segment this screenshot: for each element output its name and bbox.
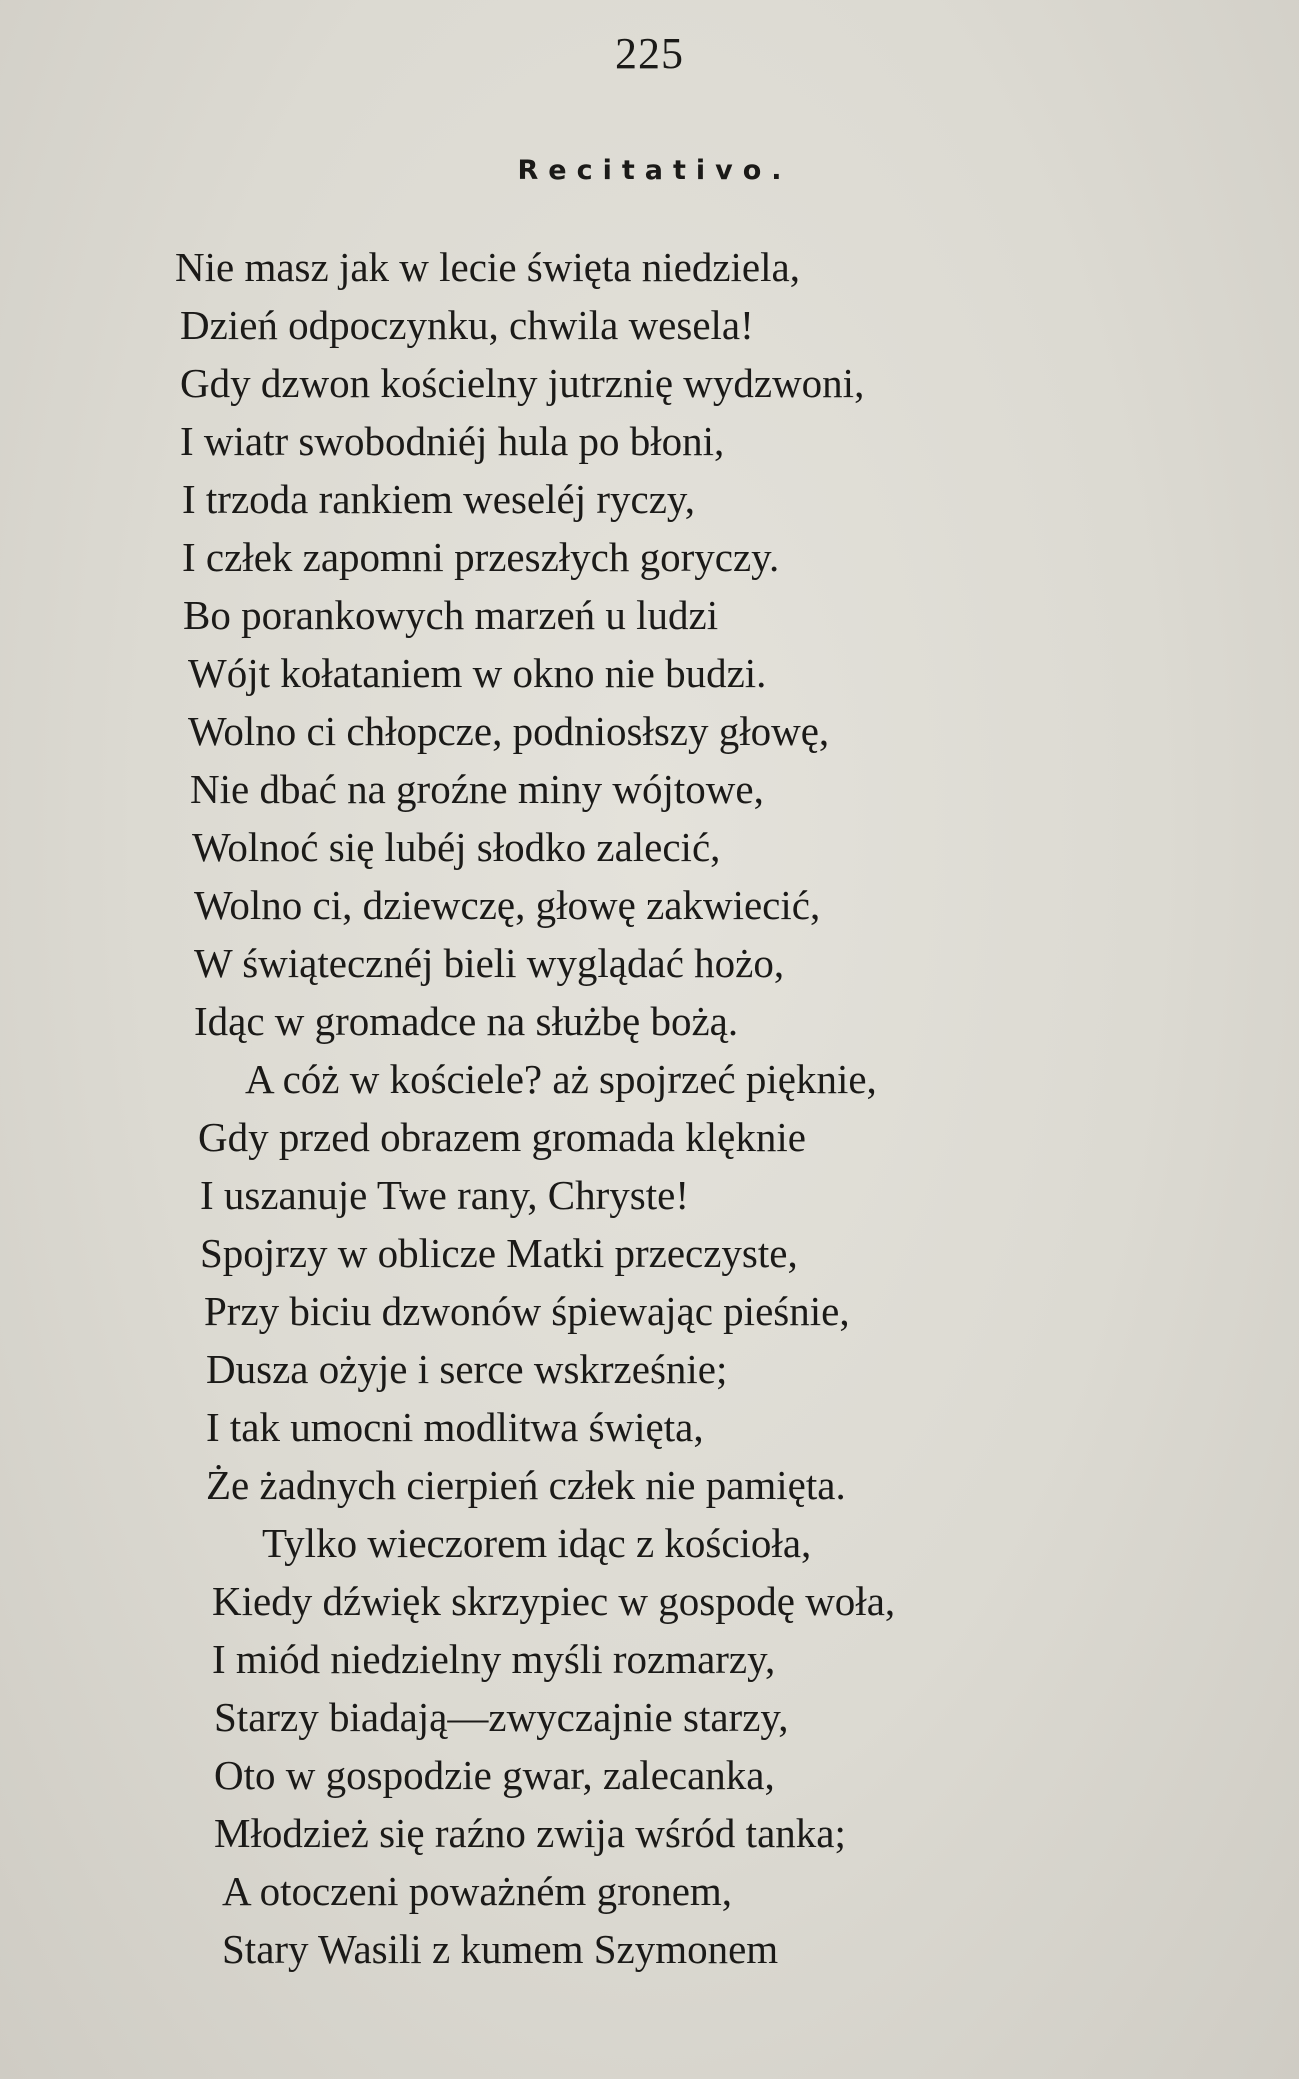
poem-line: Młodzież się raźno zwija wśród tanka; — [214, 1810, 846, 1856]
poem-line: Przy biciu dzwonów śpiewając pieśnie, — [204, 1288, 850, 1334]
poem-line: Dzień odpoczynku, chwila wesela! — [180, 302, 754, 348]
poem-line: I człek zapomni przeszłych goryczy. — [182, 534, 780, 580]
poem-line: I wiatr swobodniéj hula po błoni, — [180, 418, 725, 464]
section-title: Recitativo. — [517, 155, 792, 186]
poem-line: Idąc w gromadce na służbę bożą. — [194, 998, 739, 1044]
poem-line: I miód niedzielny myśli rozmarzy, — [212, 1636, 776, 1682]
poem-line: Wójt kołataniem w okno nie budzi. — [188, 650, 767, 696]
poem-line: I uszanuje Twe rany, Chryste! — [200, 1172, 689, 1218]
poem-line: Stary Wasili z kumem Szymonem — [222, 1926, 779, 1972]
poem-line: Gdy przed obrazem gromada klęknie — [198, 1114, 806, 1160]
poem-line: Że żadnych cierpień człek nie pamięta. — [206, 1462, 846, 1508]
poem-line: Spojrzy w oblicze Matki przeczyste, — [200, 1230, 798, 1276]
poem-line: I tak umocni modlitwa święta, — [206, 1404, 704, 1450]
poem-line: Nie masz jak w lecie święta niedziela, — [175, 244, 800, 290]
poem-line: Kiedy dźwięk skrzypiec w gospodę woła, — [212, 1578, 896, 1624]
poem-line: Bo porankowych marzeń u ludzi — [183, 592, 719, 638]
poem-line: Tylko wieczorem idąc z kościoła, — [262, 1520, 812, 1566]
poem-line: Nie dbać na groźne miny wójtowe, — [190, 766, 764, 812]
poem-line: Wolno ci, dziewczę, głowę zakwiecić, — [194, 882, 821, 928]
poem-line: Dusza ożyje i serce wskrześnie; — [206, 1346, 728, 1392]
poem-line: I trzoda rankiem weseléj ryczy, — [182, 476, 696, 522]
poem-line: A cóż w kościele? aż spojrzeć pięknie, — [245, 1056, 877, 1102]
poem-line: Starzy biadają—zwyczajnie starzy, — [214, 1694, 789, 1740]
poem-line: Oto w gospodzie gwar, zalecanka, — [214, 1752, 775, 1798]
poem-line: Wolno ci chłopcze, podniosłszy głowę, — [188, 708, 830, 754]
poem-line: Wolnoć się lubéj słodko zalecić, — [192, 824, 721, 870]
poem-line: W świątecznéj bieli wyglądać hożo, — [194, 940, 785, 986]
page-number: 225 — [615, 29, 684, 78]
poem-line: Gdy dzwon kościelny jutrznię wydzwoni, — [180, 360, 865, 406]
poem-text — [0, 238, 1299, 2038]
poem-line: A otoczeni poważném gronem, — [222, 1868, 733, 1914]
